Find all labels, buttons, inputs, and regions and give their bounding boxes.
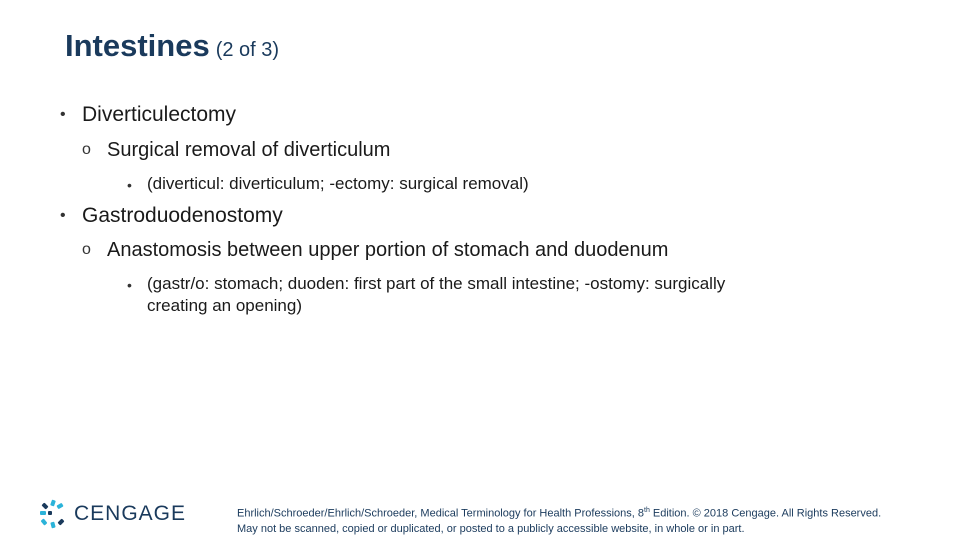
slide-title [65,28,279,64]
etymology-line-1: (gastr/o: stomach; duoden: first part of the small intestine; -ostomy: surgically [147,274,726,293]
bullet-diverticulectomy [60,103,237,127]
footer-edition-sup: th [644,507,650,514]
title-main: Intestines [65,28,210,63]
subbullet-marker: o [82,241,91,258]
copyright-footer [237,503,881,537]
subbullet-text: Anastomosis between upper portion of stomach and duodenum [107,239,669,261]
bullet-gastroduodenostomy [60,204,283,228]
title-suffix: (2 of 3) [215,39,280,61]
bullet-text: Gastroduodenostomy [82,204,283,227]
subsubbullet-marker: • [127,177,132,193]
etymology-line-2: creating an opening) [147,296,303,315]
bullet-marker: • [60,207,66,224]
cengage-logo [38,498,186,530]
footer-citation: Ehrlich/Schroeder/Ehrlich/Schroeder, Medical Terminology for Health Professions, 8 [237,507,644,520]
bullet-text: Diverticulectomy [82,103,237,126]
etymology-text: (diverticul: diverticulum; -ectomy: surgical removal) [147,174,529,193]
subsubbullet-etymology [127,173,529,195]
bullet-marker: • [60,106,66,123]
subbullet-definition [82,239,669,262]
subbullet-text: Surgical removal of diverticulum [107,139,391,161]
logo-wordmark: CENGAGE [74,502,187,525]
subsubbullet-etymology [127,273,726,317]
subbullet-definition [82,139,391,162]
subbullet-marker: o [82,141,91,158]
subsubbullet-marker: • [127,277,132,293]
footer-rights: Edition. © 2018 Cengage. All Rights Reserved. [649,507,882,520]
footer-line-1 [237,503,881,522]
cengage-logo-icon [38,499,68,529]
footer-line-2: May not be scanned, copied or duplicated, or posted to a publicly accessible website, in whole or in part. [237,522,745,535]
